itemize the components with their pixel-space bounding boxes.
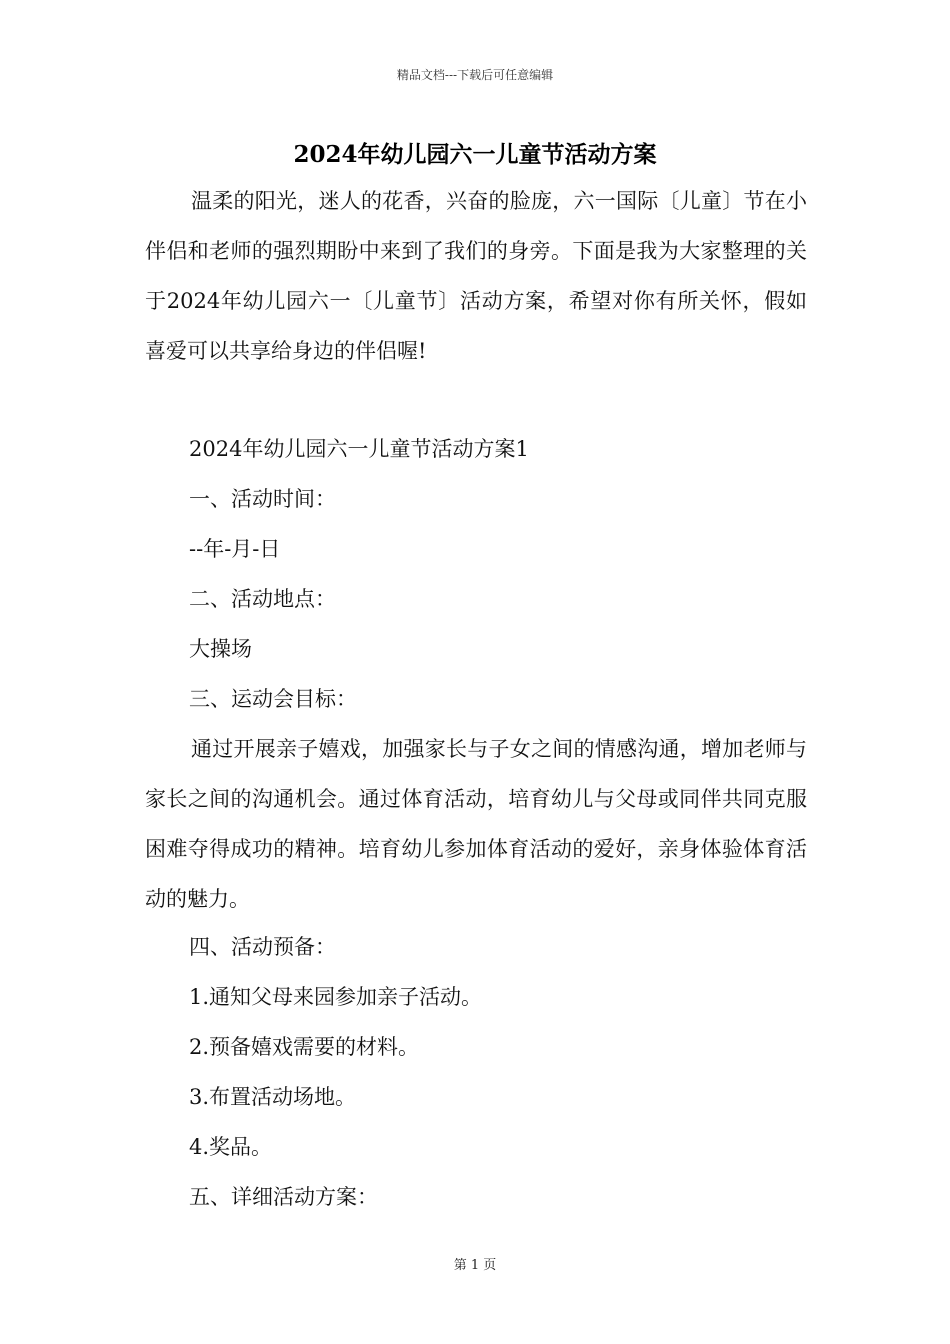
prep-item: 2.预备嬉戏需要的材料。 [189, 1035, 420, 1059]
page-number: 第 1 页 [453, 1258, 497, 1273]
document-title: 2024年幼儿园六一儿童节活动方案 [293, 141, 657, 168]
prep-item: 1.通知父母来园参加亲子活动。 [189, 985, 483, 1009]
time-heading: 一、活动时间： [189, 487, 336, 511]
prep-heading: 四、活动预备： [189, 935, 336, 959]
section-title: 2024年幼儿园六一儿童节活动方案1 [189, 437, 529, 461]
time-value: --年-月-日 [189, 537, 281, 561]
prep-item: 3.布置活动场地。 [189, 1085, 357, 1109]
place-heading: 二、活动地点： [189, 587, 336, 611]
goal-heading: 三、运动会目标： [189, 687, 357, 711]
goal-paragraph: 通过开展亲子嬉戏，加强家长与子女之间的情感沟通，增加老师与家长之间的沟通机会。通过体育活动，培育幼儿与父母或同伴共同克服困难夺得成功的精神。培育幼儿参加体育活动的爱好，亲身体验体育活动的魅力。 [145, 737, 807, 911]
page-header: 精品文档---下载后可任意编辑 [396, 68, 554, 82]
plan-heading: 五、详细活动方案： [189, 1185, 378, 1209]
prep-item: 4.奖品。 [189, 1135, 273, 1159]
place-value: 大操场 [189, 637, 252, 661]
intro-paragraph: 温柔的阳光，迷人的花香，兴奋的脸庞，六一国际〔儿童〕节在小伴侣和老师的强烈期盼中来到了我们的身旁。下面是我为大家整理的关于2024年幼儿园六一〔儿童节〕活动方案，希望对你有所关怀，假如喜爱可以共享给身边的伴侣喔! [145, 189, 807, 363]
